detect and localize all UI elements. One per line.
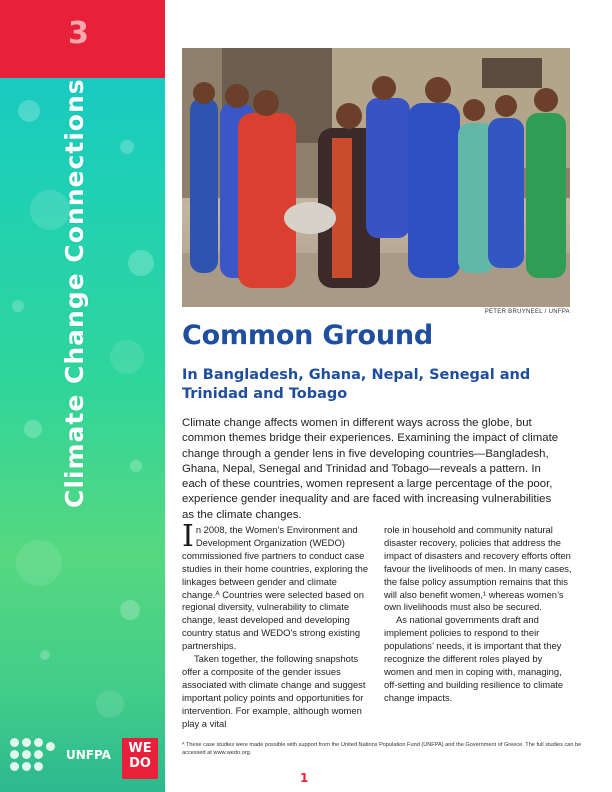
intro-paragraph: Climate change affects women in different ways across the globe, but common themes bridge their experiences. Examining the impact of climate change through a gender lens in five developing countries—Bangladesh, Ghana, Nepal, Senegal and Trinidad and Tobago—reveals a pattern. In each of these countries, women represent a large percentage of the poor, experience gender inequality and are faced with increasing vulnerabilities as the climate changes. — [182, 417, 559, 521]
footnote: ᴬ These case studies were made possible with support from the United Nations Population Fund (UNFPA) and the Government of Greece. The full studies can be accessed at www.wedo.org. — [182, 742, 582, 756]
body-paragraph: role in household and community natural disaster recovery, policies that address the impact of disasters and recovery efforts often favour the livelihoods of men. In many cases, the false policy assumption remains that this will also benefit women,¹ whereas women’s own livelihoods must also be secured. — [384, 524, 572, 613]
cover-photo — [182, 48, 570, 307]
wedo-logo — [122, 738, 158, 779]
body-paragraph — [182, 519, 372, 653]
decor-bubble — [96, 690, 124, 718]
decor-bubble — [12, 300, 24, 312]
page-subtitle: In Bangladesh, Ghana, Nepal, Senegal and Trinidad and Tobago — [182, 367, 531, 402]
decor-bubble — [16, 540, 62, 586]
decor-bubble — [24, 420, 42, 438]
decor-bubble — [130, 460, 142, 472]
drop-cap: I — [182, 519, 194, 554]
photo-credit: PETER BRUYNEEL / UNFPA — [484, 309, 570, 315]
wedo-logo-line1: WE — [128, 741, 152, 756]
page-title: Common Ground — [182, 320, 433, 351]
side-color-band — [0, 0, 165, 792]
decor-bubble — [18, 100, 40, 122]
body-paragraph: As national governments draft and implement policies to respond to their populations’ needs, it is important that they recognize the different roles played by women and men in coping with, managing, off-setting and building resilience to climate change impacts. — [384, 614, 564, 703]
unfpa-logo: UNFPA — [66, 748, 111, 762]
body-paragraph: Taken together, the following snapshots offer a composite of the gender issues associated with climate change and suggest important policy points and opportunities for intervention. For example, although women play a vital — [182, 653, 366, 729]
wedo-logo-line2: DO — [129, 756, 151, 771]
decor-bubble — [128, 250, 154, 276]
unfpa-logo-dots — [10, 738, 70, 778]
decor-bubble — [120, 600, 140, 620]
decor-bubble — [120, 140, 134, 154]
body-column-left — [182, 519, 372, 731]
chapter-block — [0, 0, 165, 78]
chapter-number: 3 — [68, 16, 89, 51]
decor-bubble — [40, 650, 50, 660]
photo-illustration — [182, 48, 570, 307]
chapter-title-vertical: Climate Change Connections — [60, 78, 89, 508]
body-text: n 2008, the Women’s Environment and Development Organization (WEDO) commissioned five partners to conduct case studies in their home countries, exploring the linkages between gender and climate change.ᴬ Countries were selected based on regional diversity, vulnerability to climate change, least developed and developing country status and WEDO’s strong existing partnerships. — [182, 524, 369, 652]
body-column-right — [384, 524, 574, 705]
page-number: 1 — [300, 771, 309, 785]
